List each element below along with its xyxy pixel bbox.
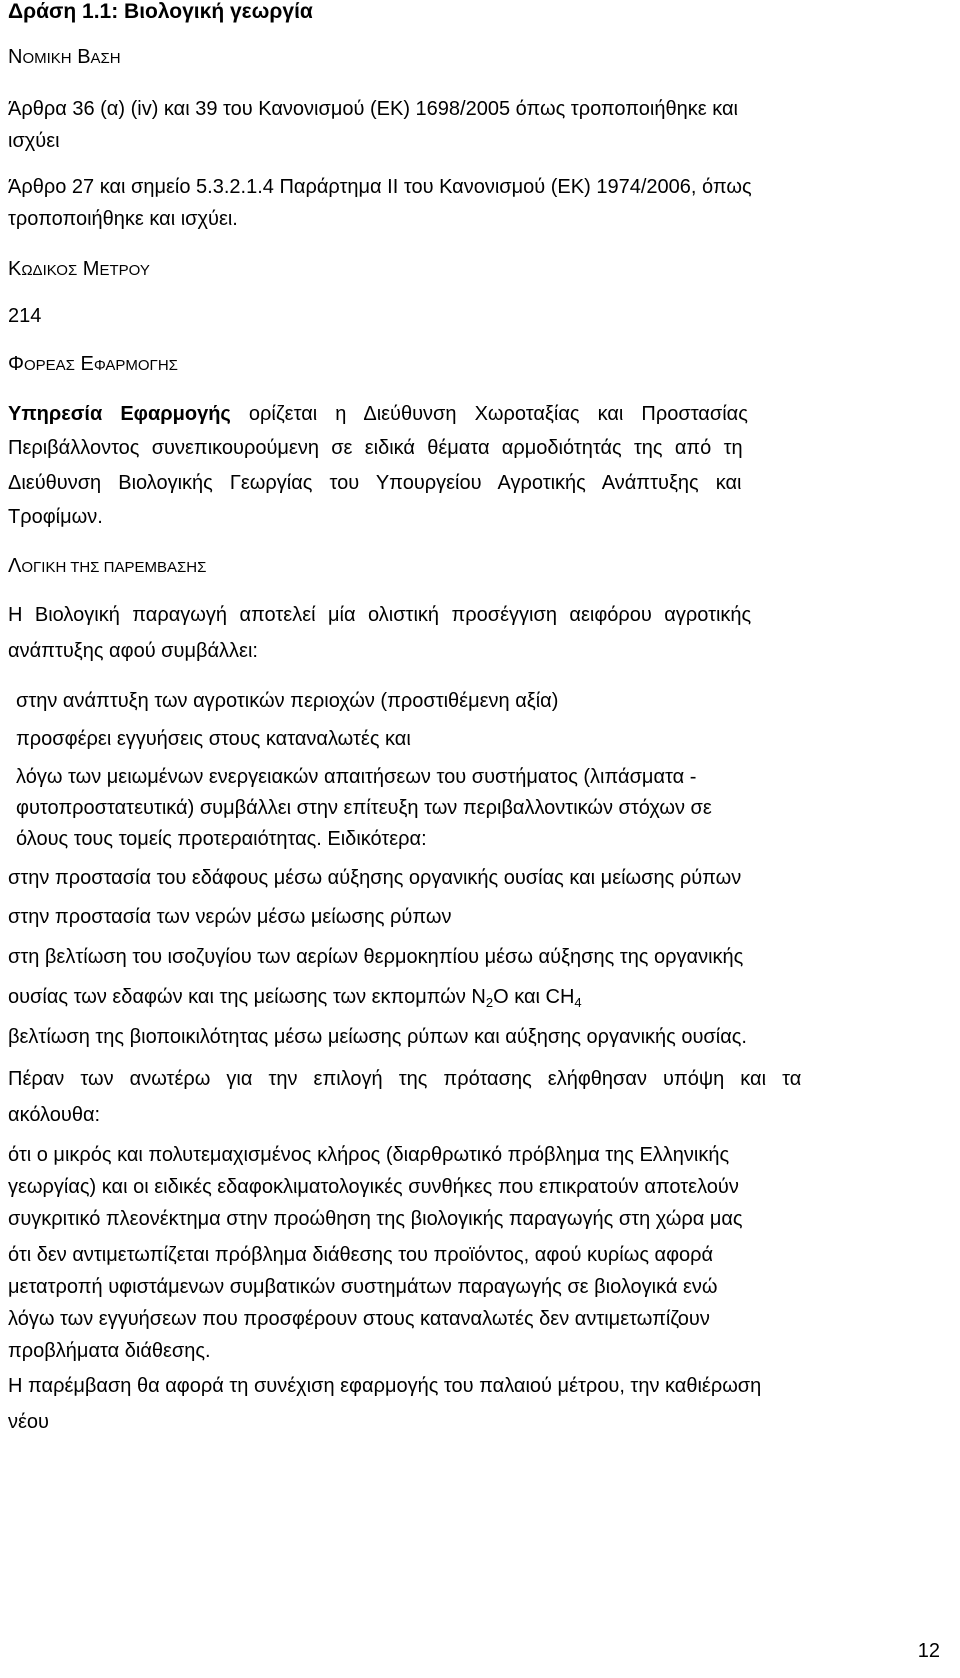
action-title: Δράση 1.1: Βιολογική γεωργία <box>8 0 313 23</box>
rationale-intro: ανάπτυξης αφού συμβάλλει: <box>8 640 258 662</box>
specific-item: βελτίωση της βιοποικιλότητας μέσω μείωσης ρύπων και αύξησης οργανικής ουσίας. <box>8 1026 747 1048</box>
contribution-item: στην ανάπτυξη των αγροτικών περιοχών (προστιθέμενη αξία) <box>16 690 559 712</box>
contribution-item: προσφέρει εγγυήσεις στους καταναλωτές και <box>16 728 411 750</box>
implementing-body-line: Περιβάλλοντος συνεπικουρούμενη σε ειδικά θέματα αρμοδιότητάς της από τη <box>8 437 743 459</box>
contribution-item: όλους τους τομείς προτεραιότητας. Ειδικότερα: <box>16 828 427 850</box>
legal-basis-line: Άρθρα 36 (α) (iv) και 39 του Κανονισμού (ΕΚ) 1698/2005 όπως τροποποιήθηκε και <box>8 98 738 120</box>
specific-item: στην προστασία των νερών μέσω μείωσης ρύπων <box>8 906 452 928</box>
legal-basis-heading: ΝΟΜΙΚΗ ΒΑΣΗ <box>8 46 121 68</box>
consideration-point: μετατροπή υφιστάμενων συμβατικών συστημάτων παραγωγής σε βιολογικά ενώ <box>8 1276 718 1298</box>
closing-paragraph: Η παρέμβαση θα αφορά τη συνέχιση εφαρμογής του παλαιού μέτρου, την καθιέρωση <box>8 1375 762 1397</box>
implementing-body-heading: ΦΟΡΕΑΣ ΕΦΑΡΜΟΓΗΣ <box>8 353 178 375</box>
implementing-service-label: Υπηρεσία Εφαρμογής <box>8 403 231 425</box>
rationale-heading: ΛΟΓΙΚΗ ΤΗΣ ΠΑΡΕΜΒΑΣΗΣ <box>8 555 207 577</box>
closing-paragraph: νέου <box>8 1411 49 1433</box>
further-considerations: Πέραν των ανωτέρω για την επιλογή της πρότασης ελήφθησαν υπόψη και τα <box>8 1068 802 1090</box>
specific-item: στην προστασία του εδάφους μέσω αύξησης οργανικής ουσίας και μείωσης ρύπων <box>8 867 742 889</box>
consideration-point: λόγω των εγγυήσεων που προσφέρουν στους καταναλωτές δεν αντιμετωπίζουν <box>8 1308 710 1330</box>
rationale-intro: Η Βιολογική παραγωγή αποτελεί μία ολιστική προσέγγιση αειφόρου αγροτικής <box>8 604 752 626</box>
legal-basis-line: τροποποιήθηκε και ισχύει. <box>8 208 238 230</box>
legal-basis-line: Άρθρο 27 και σημείο 5.3.2.1.4 Παράρτημα ΙΙ του Κανονισμού (ΕΚ) 1974/2006, όπως <box>8 176 752 198</box>
page-number: 12 <box>917 1640 940 1662</box>
consideration-point: ότι ο μικρός και πολυτεμαχισμένος κλήρος (διαρθρωτικό πρόβλημα της Ελληνικής <box>8 1144 730 1166</box>
consideration-point: ότι δεν αντιμετωπίζεται πρόβλημα διάθεσης του προϊόντος, αφού κυρίως αφορά <box>8 1244 714 1266</box>
further-considerations: ακόλουθα: <box>8 1104 101 1126</box>
implementing-body-line: Τροφίμων. <box>8 506 103 528</box>
legal-basis-line: ισχύει <box>8 130 60 152</box>
contribution-item: λόγω των μειωμένων ενεργειακών απαιτήσεων του συστήματος (λιπάσματα - <box>16 766 697 788</box>
consideration-point: συγκριτικό πλεονέκτημα στην προώθηση της βιολογικής παραγωγής στη χώρα μας <box>8 1208 743 1230</box>
implementing-body-line: Διεύθυνση Βιολογικής Γεωργίας του Υπουργείου Αγροτικής Ανάπτυξης και <box>8 472 742 494</box>
implementing-body-line: Υπηρεσία Εφαρμογής ορίζεται η Διεύθυνση Χωροταξίας και Προστασίας <box>8 403 748 425</box>
contribution-item: φυτοπροστατευτικά) συμβάλλει στην επίτευξη των περιβαλλοντικών στόχων σε <box>16 797 712 819</box>
consideration-point: γεωργίας) και οι ειδικές εδαφοκλιματολογικές συνθήκες που επικρατούν αποτελούν <box>8 1176 739 1198</box>
specific-item: στη βελτίωση του ισοζυγίου των αερίων θερμοκηπίου μέσω αύξησης της οργανικής <box>8 946 744 968</box>
measure-code-value: 214 <box>8 305 42 327</box>
specific-item: ουσίας των εδαφών και της μείωσης των εκπομπών $N_2O$ και $CH_4$ <box>8 986 582 1010</box>
consideration-point: προβλήματα διάθεσης. <box>8 1340 211 1362</box>
measure-code-heading: ΚΩΔΙΚΟΣ ΜΕΤΡΟΥ <box>8 258 150 280</box>
